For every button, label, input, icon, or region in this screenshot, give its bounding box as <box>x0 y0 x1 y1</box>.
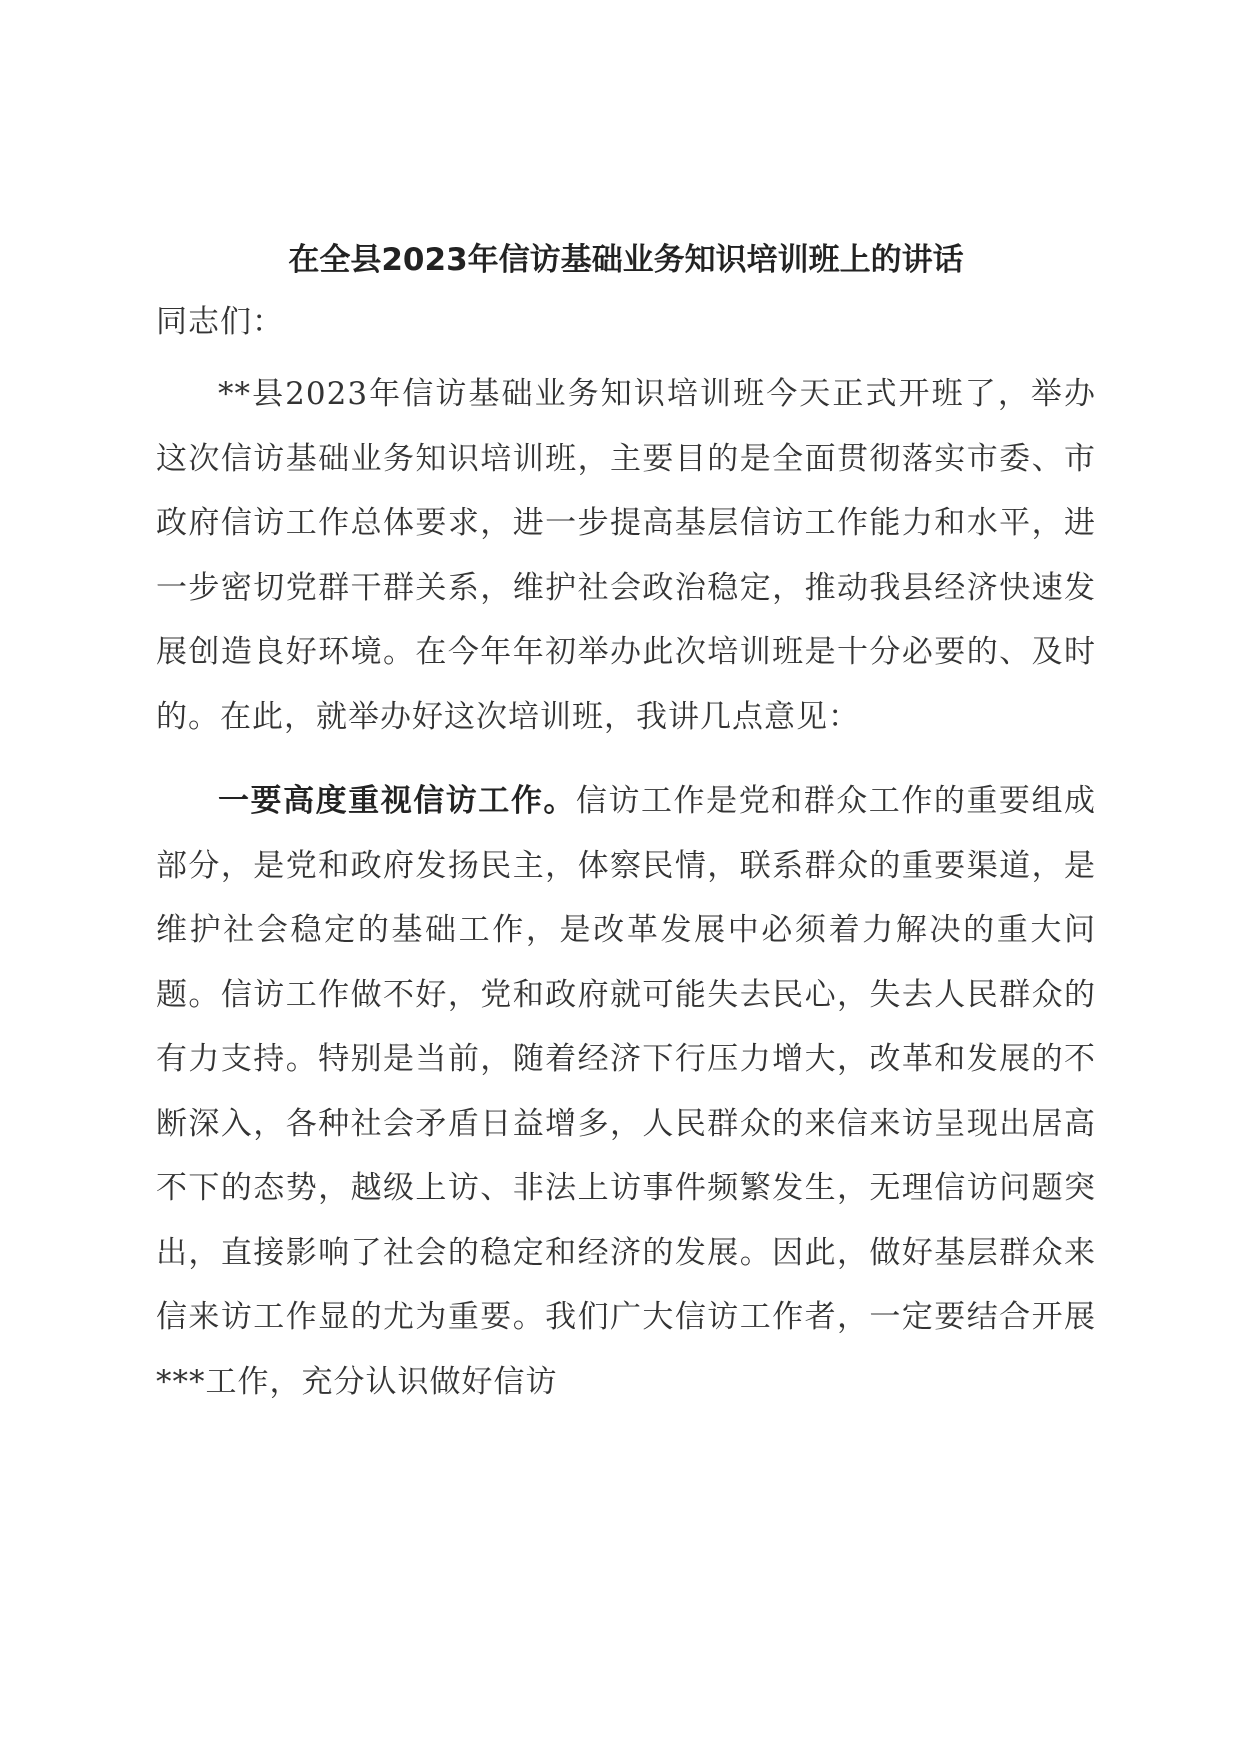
paragraph-point-one <box>156 769 1096 1414</box>
document-body <box>156 240 1096 1414</box>
salutation: 同志们： <box>156 304 284 340</box>
paragraph-point-one-heading: 一要高度重视信访工作。 <box>218 783 576 819</box>
paragraph-opening-text: **县2023年信访基础业务知识培训班今天正式开班了，举办这次信访基础业务知识培训班，主要目的是全面贯彻落实市委、市政府信访工作总体要求，进一步提高基层信访工作能力和水平，进一步密切党群干群关系，维护社会政治稳定，推动我县经济快速发展创造良好环境。在今年年初举办此次培训班是十分必要的、及时的。在此，就举办好这次培训班，我讲几点意见： <box>156 376 1096 735</box>
paragraph-opening <box>156 362 1096 749</box>
paragraph-point-one-text: 信访工作是党和群众工作的重要组成部分，是党和政府发扬民主，体察民情，联系群众的重要渠道，是维护社会稳定的基础工作，是改革发展中必须着力解决的重大问题。信访工作做不好，党和政府就可能失去民心，失去人民群众的有力支持。特别是当前，随着经济下行压力增大，改革和发展的不断深入，各种社会矛盾日益增多，人民群众的来信来访呈现出居高不下的态势，越级上访、非法上访事件频繁发生，无理信访问题突出，直接影响了社会的稳定和经济的发展。因此，做好基层群众来信来访工作显的尤为重要。我们广大信访工作者，一定要结合开展***工作，充分认识做好信访 <box>156 783 1096 1400</box>
document-title: 在全县2023年信访基础业务知识培训班上的讲话 <box>288 242 964 278</box>
